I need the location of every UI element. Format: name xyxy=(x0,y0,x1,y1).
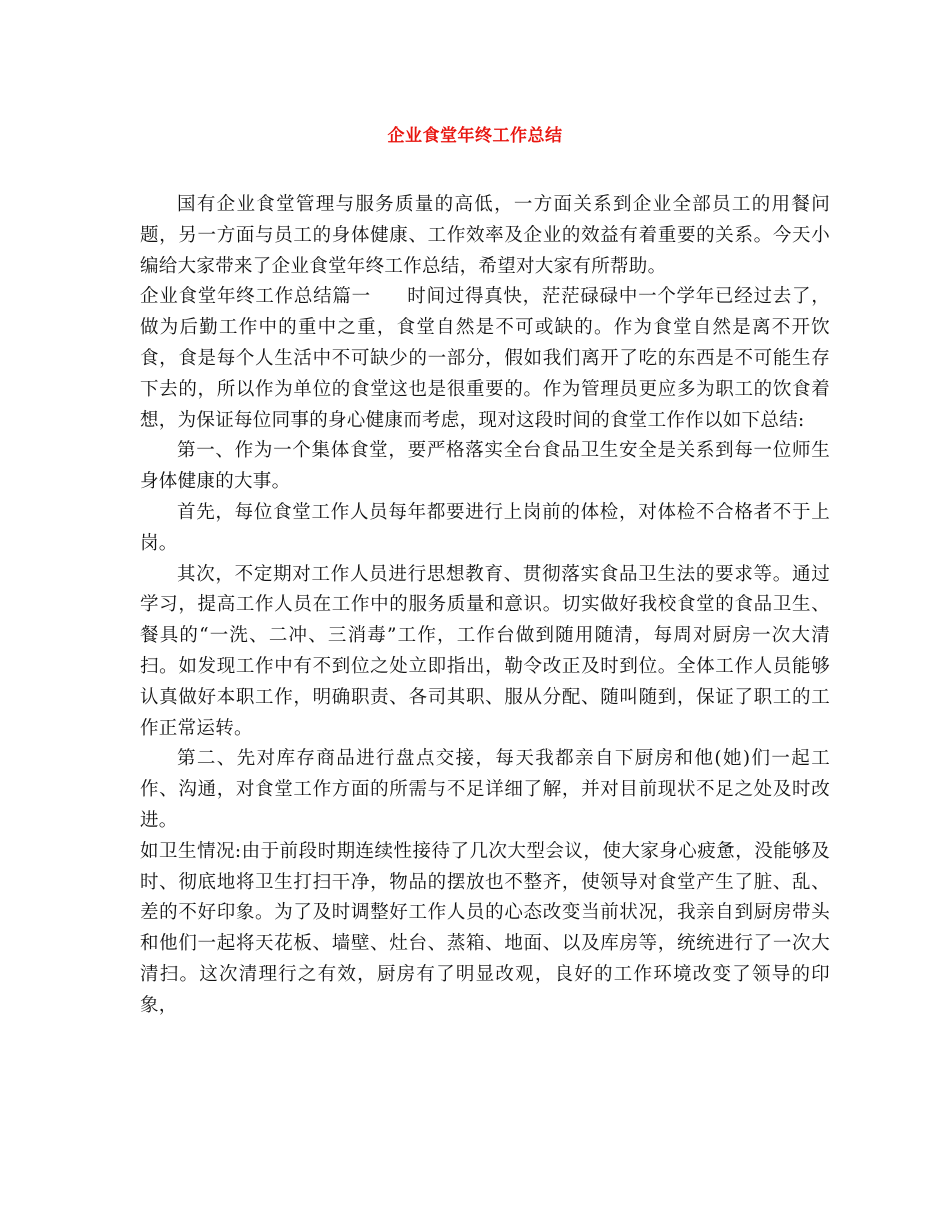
document-body xyxy=(140,190,830,1022)
document-title: 企业食堂年终工作总结 xyxy=(387,126,563,146)
paragraph-point-one: 第一、作为一个集体食堂，要严格落实全台食品卫生安全是关系到每一位师生身体健康的大事。 xyxy=(140,440,830,493)
paragraph-intro: 国有企业食堂管理与服务质量的高低，一方面关系到企业全部员工的用餐问题，另一方面与员工的身体健康、工作效率及企业的效益有着重要的关系。今天小编给大家带来了企业食堂年终工作总结，希望对大家有所帮助。 xyxy=(140,194,830,277)
section-one-text: 时间过得真快，茫茫碌碌中一个学年已经过去了，做为后勤工作中的重中之重，食堂自然是不可或缺的。作为食堂自然是离不开饮食，食是每个人生活中不可缺少的一部分，假如我们离开了吃的东西是不可能生存下去的，所以作为单位的食堂这也是很重要的。作为管理员更应多为职工的饮食着想，为保证每位同事的身心健康而考虑，现对这段时间的食堂工作作以如下总结: xyxy=(140,286,830,431)
paragraph-hygiene: 如卫生情况:由于前段时期连续性接待了几次大型会议，使大家身心疲惫，没能够及时、彻底地将卫生打扫干净，物品的摆放也不整齐，使领导对食堂产生了脏、乱、差的不好印象。为了及时调整好工作人员的心态改变当前状况，我亲自到厨房带头和他们一起将天花板、墙壁、灶台、蒸箱、地面、以及库房等，统统进行了一次大清扫。这次清理行之有效，厨房有了明显改观，良好的工作环境改变了领导的印象， xyxy=(140,840,830,1016)
section-heading: 企业食堂年终工作总结篇一 xyxy=(140,286,371,308)
paragraph-point-two: 第二、先对库存商品进行盘点交接，每天我都亲自下厨房和他(她)们一起工作、沟通，对食堂工作方面的所需与不足详细了解，并对目前现状不足之处及时改进。 xyxy=(140,748,830,831)
paragraph-first: 首先，每位食堂工作人员每年都要进行上岗前的体检，对体检不合格者不于上岗。 xyxy=(140,501,830,554)
paragraph-second: 其次，不定期对工作人员进行思想教育、贯彻落实食品卫生法的要求等。通过学习，提高工作人员在工作中的服务质量和意识。切实做好我校食堂的食品卫生、餐具的“一洗、二冲、三消毒”工作，工作台做到随用随清，每周对厨房一次大清扫。如发现工作中有不到位之处立即指出，勒令改正及时到位。全体工作人员能够认真做好本职工作，明确职责、各司其职、服从分配、随叫随到，保证了职工的工作正常运转。 xyxy=(140,563,830,739)
paragraph-section-one xyxy=(140,282,830,436)
